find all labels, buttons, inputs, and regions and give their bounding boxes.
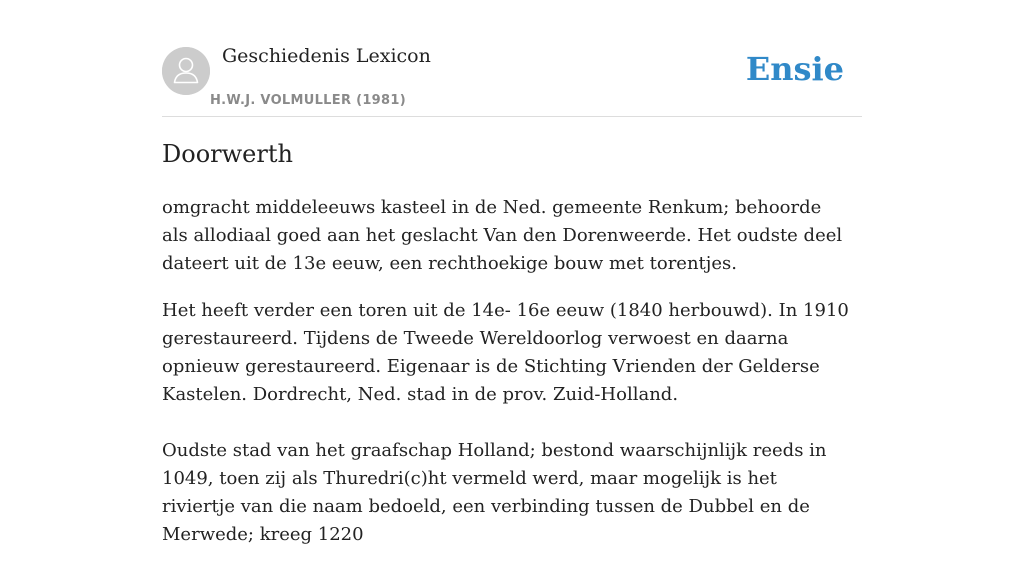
avatar[interactable]	[162, 47, 210, 95]
source-title[interactable]: Geschiedenis Lexicon	[222, 45, 431, 67]
user-icon	[162, 47, 210, 95]
article-paragraph: omgracht middeleeuws kasteel in de Ned. gemeente Renkum; behoorde als allodiaal goed aan het geslacht Van den Dorenweerde. Het oudste deel dateert uit de 13e eeuw, een rechthoekige bouw met torentjes.	[162, 197, 843, 274]
source-author[interactable]: H.W.J. VOLMULLER (1981)	[210, 93, 406, 108]
source-header	[162, 0, 862, 117]
article	[162, 138, 852, 568]
site-logo[interactable]: Ensie	[745, 50, 844, 88]
article-title: Doorwerth	[162, 140, 293, 168]
article-paragraph: Oudste stad van het graafschap Holland; bestond waarschijnlijk reeds in 1049, toen zij als Thuredri(c)ht vermeld werd, maar mogelijk is het riviertje van die naam bedoeld, een verbinding tussen de Dubbel en de Merwede; kreeg 1220	[162, 440, 827, 545]
article-paragraph: Het heeft verder een toren uit de 14e- 16e eeuw (1840 herbouwd). In 1910 gerestaureerd. Tijdens de Tweede Wereldoorlog verwoest en daarna opnieuw gerestaureerd. Eigenaar is de Stichting Vrienden der Gelderse Kastelen. Dordrecht, Ned. stad in de prov. Zuid-Holland.	[162, 300, 849, 405]
